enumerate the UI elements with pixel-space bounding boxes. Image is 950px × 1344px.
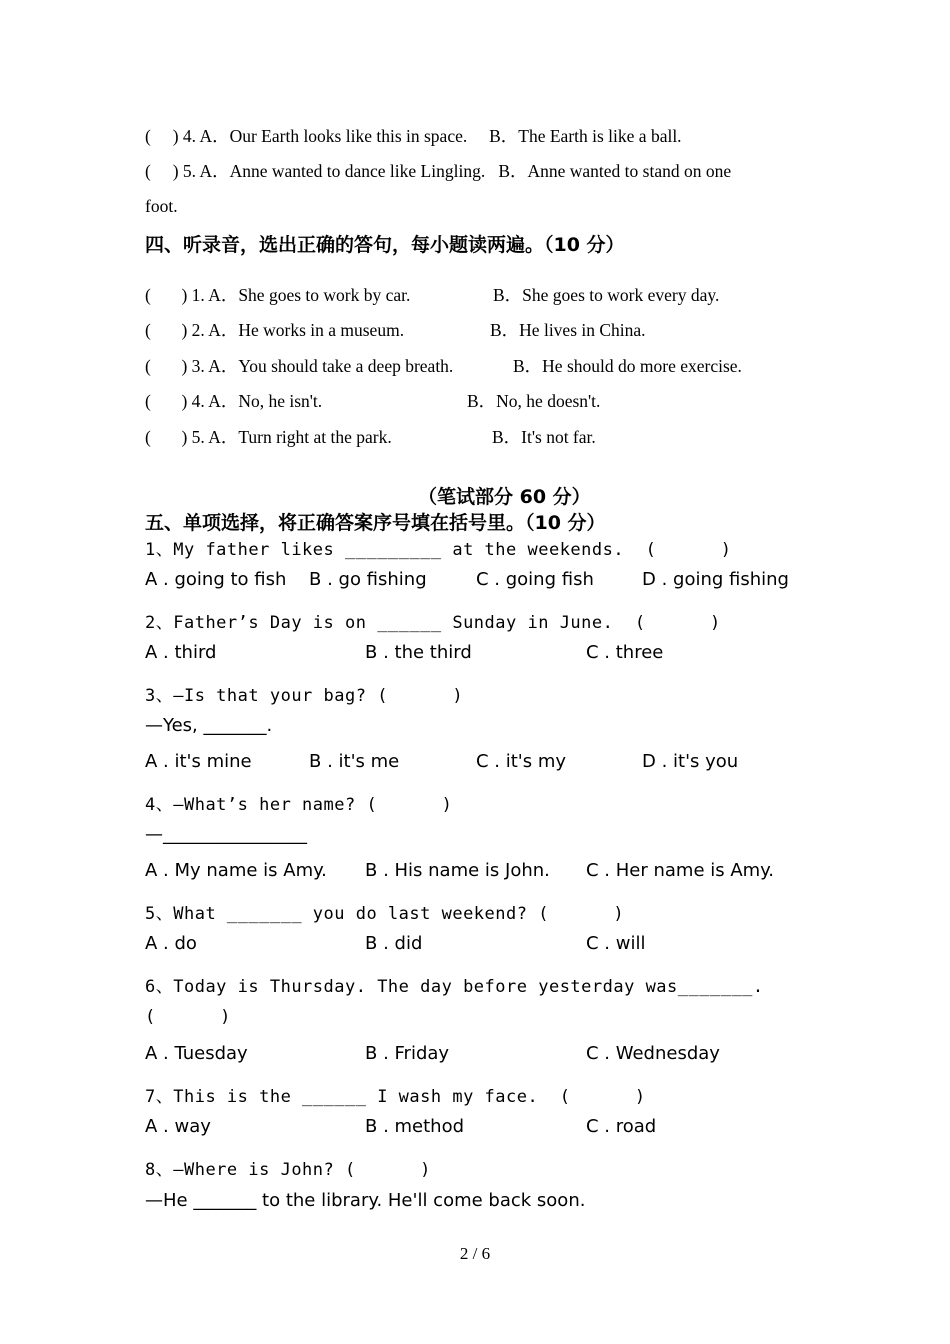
part3-q5-cont: foot.	[145, 196, 178, 216]
option-d: D . going fishing	[642, 569, 789, 590]
page-number: 2 / 6	[459, 1244, 491, 1263]
option-b: B . Friday	[365, 1043, 450, 1064]
part4-heading: 四、听录音，选出正确的答句，每小题读两遍。（10 分）	[145, 234, 625, 256]
option-b: B . go fishing	[309, 569, 427, 590]
option-a: ( ) 3. A．You should take a deep breath.	[145, 356, 454, 376]
option-b: B . it's me	[309, 751, 400, 772]
question-6-stem: 6、Today is Thursday. The day before yesterday was_______.	[145, 977, 764, 997]
part3-q4: ( ) 4. A．Our Earth looks like this in space. B．The Earth is like a ball.	[145, 126, 682, 146]
option-c: C . it's my	[476, 751, 567, 772]
option-c: C . road	[586, 1116, 657, 1137]
question-2-stem: 2、Father’s Day is on ______ Sunday in June. ( )	[145, 613, 721, 633]
question-6-bracket: ( )	[145, 1007, 231, 1027]
option-a: A . third	[145, 642, 217, 663]
option-a: A . it's mine	[145, 751, 252, 772]
option-b: B . His name is John.	[365, 860, 550, 881]
option-a: ( ) 4. A．No, he isn't.	[145, 391, 323, 411]
option-a: A . way	[145, 1116, 211, 1137]
option-a: A . My name is Amy.	[145, 860, 327, 881]
option-b: B . did	[365, 933, 423, 954]
option-a: ( ) 1. A．She goes to work by car.	[145, 285, 411, 305]
option-c: C . three	[586, 642, 664, 663]
option-b: B．He lives in China.	[490, 320, 646, 340]
option-b: B．He should do more exercise.	[513, 356, 742, 376]
option-b: B．She goes to work every day.	[493, 285, 720, 305]
option-d: D . it's you	[642, 751, 739, 772]
part3-q5: ( ) 5. A．Anne wanted to dance like Lingling. B．Anne wanted to stand on one	[145, 161, 732, 181]
question-4-stem: 4、—What’s her name? ( )	[145, 795, 453, 815]
question-8-stem: 8、—Where is John? ( )	[145, 1160, 431, 1180]
option-b: B．It's not far.	[492, 427, 596, 447]
question-5-stem: 5、What _______ you do last weekend? ( )	[145, 904, 625, 924]
option-b: B . the third	[365, 642, 472, 663]
option-a: ( ) 2. A．He works in a museum.	[145, 320, 405, 340]
question-3-stem: 3、—Is that your bag? ( )	[145, 686, 464, 706]
option-b: B . method	[365, 1116, 465, 1137]
part5-heading: 五、单项选择，将正确答案序号填在括号里。（10 分）	[145, 512, 606, 534]
option-a: A . do	[145, 933, 197, 954]
option-c: C . will	[586, 933, 646, 954]
option-b: B．No, he doesn't.	[467, 391, 601, 411]
option-c: C . Her name is Amy.	[586, 860, 774, 881]
option-a: A . going to fish	[145, 569, 287, 590]
question-4-reply: —________________	[145, 824, 307, 845]
option-c: C . Wednesday	[586, 1043, 720, 1064]
question-8-reply: —He _______ to the library. He'll come back soon.	[145, 1190, 586, 1211]
option-a: A . Tuesday	[145, 1043, 248, 1064]
question-3-reply: —Yes, _______.	[145, 715, 273, 736]
option-a: ( ) 5. A．Turn right at the park.	[145, 427, 392, 447]
option-c: C . going fish	[476, 569, 594, 590]
question-1-stem: 1、My father likes _________ at the weekends. ( )	[145, 540, 732, 560]
written-title: （笔试部分 60 分）	[418, 486, 591, 508]
question-7-stem: 7、This is the ______ I wash my face. ( )	[145, 1087, 646, 1107]
